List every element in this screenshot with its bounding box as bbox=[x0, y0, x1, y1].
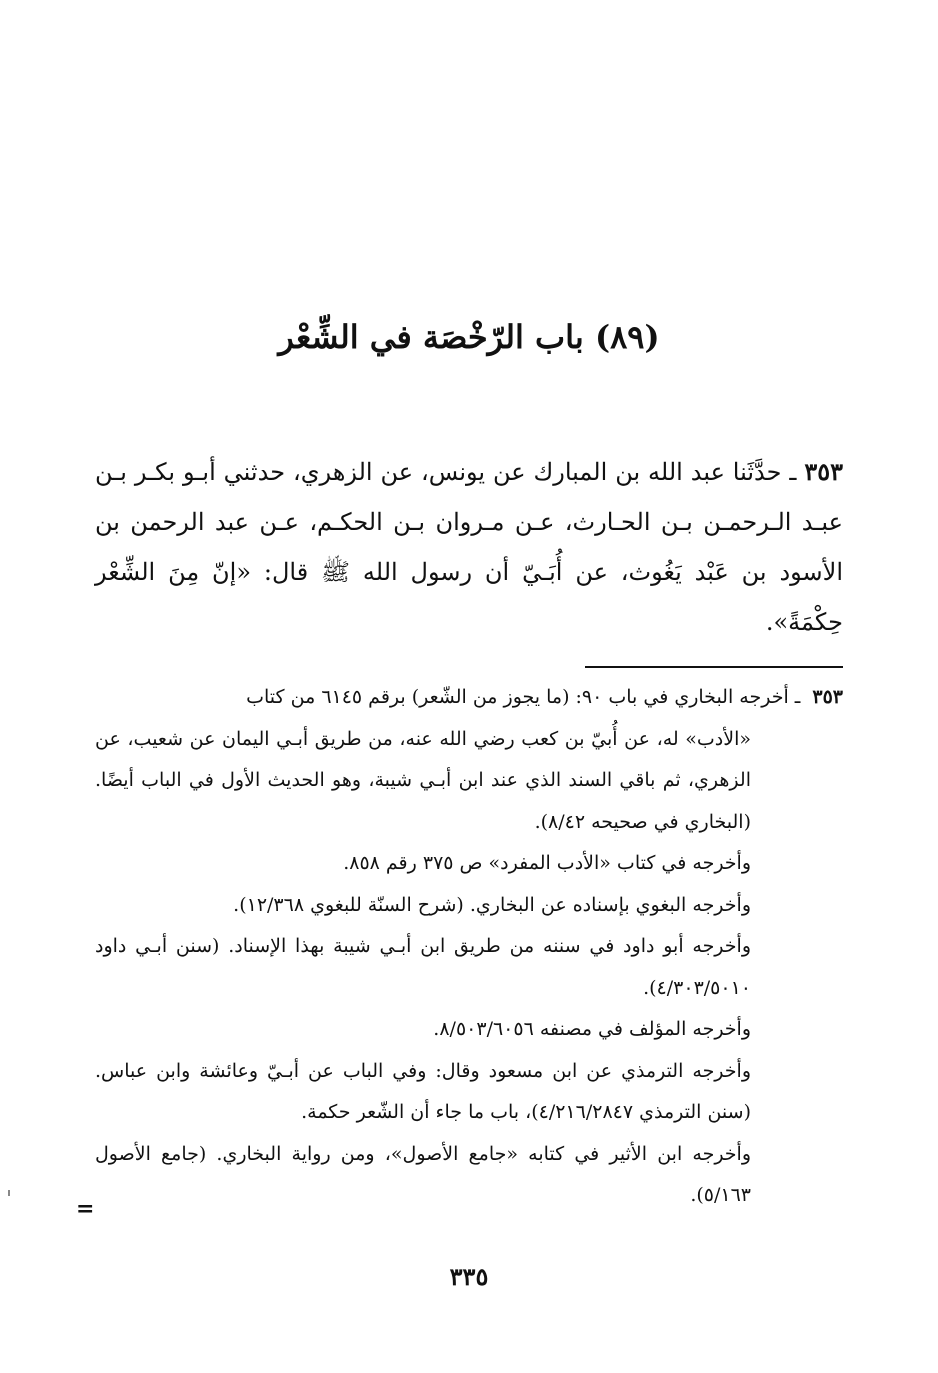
footnote-first-text: ـ أخرجه البخاري في باب ٩٠: (ما يجوز من الشّعر) برقم ٦١٤٥ من كتاب bbox=[246, 686, 807, 708]
footnote-paragraph: وأخرجه البغوي بإسناده عن البخاري. (شرح السنّة للبغوي ١٢/٣٦٨). bbox=[233, 893, 751, 916]
footnotes-block bbox=[95, 677, 843, 1217]
footnote-paragraph: وأخرجه الترمذي عن ابن مسعود وقال: وفي الباب عن أبـيّ وعائشة وابن عباس. (سنن الترمذي ٤/٢١٦/٢٨٤٧)، باب ما جاء أن الشّعر حكمة. bbox=[95, 1059, 751, 1123]
hadith-paragraph bbox=[95, 447, 843, 647]
footnote-paragraph: «الأدب» له، عن أُبيّ بن كعب رضي الله عنه، من طريق أبـي اليمان عن شعيب، عن الزهري، ثم باقي السند الذي عند ابن أبـي شيبة، وهو الحديث الأول في الباب أيضًا. (البخاري في صحيحه ٨/٤٢). bbox=[95, 727, 751, 833]
footnote-first-line bbox=[95, 677, 843, 719]
footnote-divider bbox=[585, 666, 843, 668]
continuation-mark: = bbox=[76, 1196, 95, 1222]
footnote-paragraph: وأخرجه أبو داود في سننه من طريق ابن أبـي شيبة بهذا الإسناد. (سنن أبـي داود ٤/٣٠٣/٥٠١٠). bbox=[95, 935, 751, 999]
footnote-number: ٣٥٣ bbox=[812, 686, 843, 708]
chapter-title: (٨٩) باب الرّخْصَة في الشِّعْر bbox=[278, 318, 660, 356]
scan-edge-mark bbox=[8, 1190, 10, 1196]
page-number: ٣٣٥ bbox=[449, 1262, 489, 1291]
hadith-text-block bbox=[95, 447, 843, 647]
footnote-paragraphs bbox=[95, 719, 843, 1217]
hadith-body: ـ حدَّثَنا عبد الله بن المبارك عن يونس، عن الزهري، حدثني أبـو بكـر بـن عبـد الـرحمـن بـن الحـارث، عـن مـروان بـن الحكـم، عـن عبد الرحمن بن الأسود بن عَبْد يَغُوث، عن أُبَـيّ أن رسول الله ﷺ قال: «إنّ مِنَ الشِّعْر حِكْمَةً». bbox=[95, 458, 843, 636]
footnote-paragraph: وأخرجه في كتاب «الأدب المفرد» ص ٣٧٥ رقم ٨٥٨. bbox=[343, 852, 751, 874]
footnote-paragraph: وأخرجه المؤلف في مصنفه ٨/٥٠٣/٦٠٥٦. bbox=[433, 1018, 751, 1040]
footnote-paragraph: وأخرجه ابن الأثير في كتابه «جامع الأصول»، ومن رواية البخاري. (جامع الأصول ٥/١٦٣). bbox=[95, 1142, 751, 1206]
hadith-number: ٣٥٣ bbox=[804, 457, 843, 486]
